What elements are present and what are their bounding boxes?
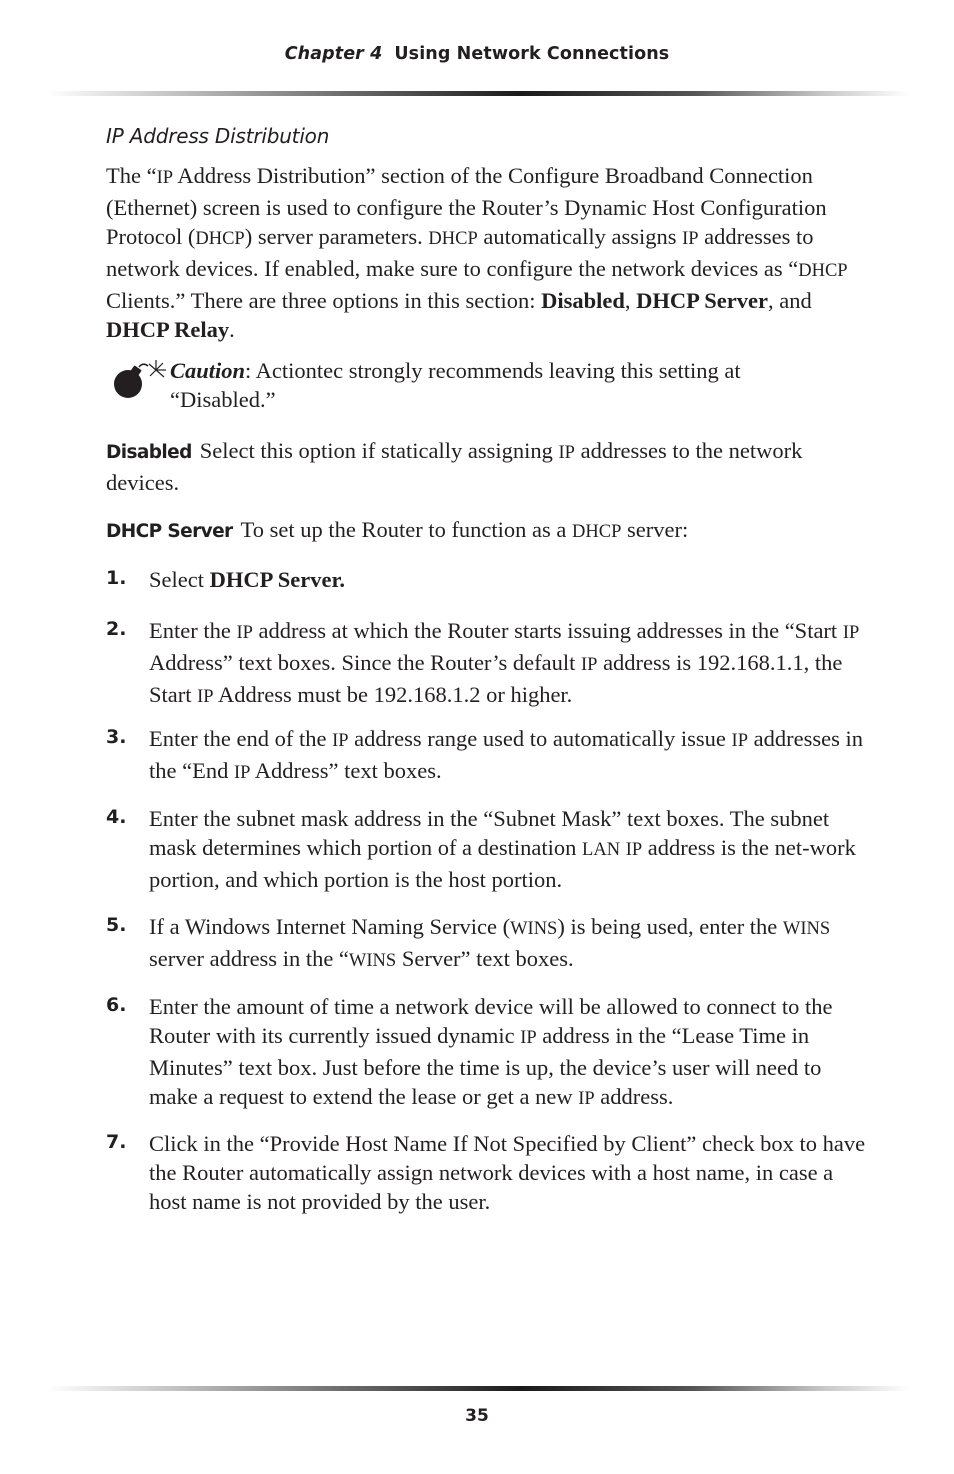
caution-text: Caution: Actiontec strongly recommends leaving this setting at “Disabled.” <box>170 358 741 412</box>
step-text: Enter the IP address at which the Router starts issuing addresses in the “Start IP Address” text boxes. Since the Router’s default IP address is 192.168.1.1, the Start IP Address must be 192.168.1.2 or higher. <box>149 618 860 707</box>
step-text: If a Windows Internet Naming Service (WINS) is being used, enter the WINS server address in the “WINS Server” text boxes. <box>149 914 831 971</box>
chapter-title: Using Network Connections <box>394 44 670 64</box>
step-number: 4. <box>106 806 127 828</box>
definition-dhcp-server: DHCP Server To set up the Router to function as a DHCP server: <box>106 517 689 542</box>
step-number: 2. <box>106 618 127 640</box>
step-number: 6. <box>106 994 127 1016</box>
step-number: 1. <box>106 567 127 589</box>
page-number: 35 <box>465 1406 489 1426</box>
bomb-icon <box>110 358 172 404</box>
step-number: 3. <box>106 726 127 748</box>
running-header <box>0 44 954 64</box>
term-disabled: Disabled <box>106 442 192 463</box>
step-text: Enter the end of the IP address range used to automatically issue IP addresses in the “End IP Address” text boxes. <box>149 726 863 783</box>
term-dhcp-server: DHCP Server <box>106 521 233 542</box>
step-text: Click in the “Provide Host Name If Not Specified by Client” check box to have the Router automatically assign network devices with a host name, in case a host name is not provided by the user. <box>149 1131 866 1214</box>
intro-paragraph: The “IP Address Distribution” section of the Configure Broadband Connection (Ethernet) screen is used to configure the Router’s Dynamic Host Configuration Protocol (DHCP) server parameters. DHCP automatically assigns IP addresses to network devices. If enabled, make sure to configure the network devices as “DHCP Clients.” There are three options in this section: Disabled, DHCP Server, and DHCP Relay. <box>106 163 848 342</box>
step-text: Select DHCP Server. <box>149 567 346 592</box>
step-number: 7. <box>106 1131 127 1153</box>
definition-disabled: Disabled Select this option if statically assigning IP addresses to the network devices. <box>106 438 803 495</box>
chapter-label: Chapter 4 <box>284 44 383 64</box>
step-text: Enter the subnet mask address in the “Subnet Mask” text boxes. The subnet mask determines which portion of a destination LAN IP address is the net-work portion, and which portion is the host portion. <box>149 806 856 892</box>
section-title: IP Address Distribution <box>106 124 330 148</box>
step-text: Enter the amount of time a network device will be allowed to connect to the Router with its currently issued dynamic IP address in the “Lease Time in Minutes” text box. Just before the time is up, the device’s user will need to make a request to extend the lease or get a new IP address. <box>149 994 833 1109</box>
step-number: 5. <box>106 914 127 936</box>
footer-rule <box>46 1386 910 1391</box>
header-rule <box>46 91 910 96</box>
